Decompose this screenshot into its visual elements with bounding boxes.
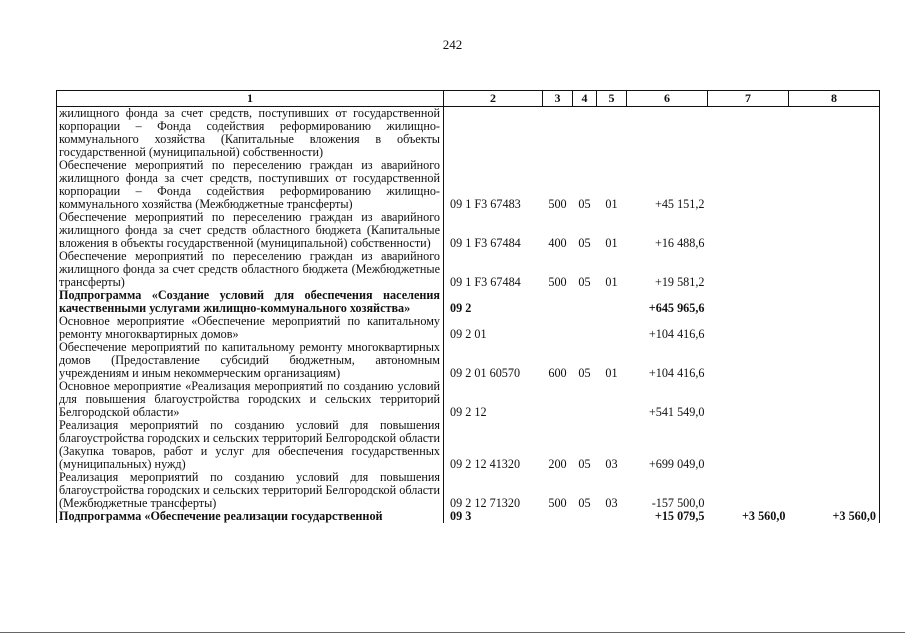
row-code: 09 2 12 71320 xyxy=(450,496,521,510)
row-col-4: 05 xyxy=(578,236,591,250)
table-row xyxy=(57,315,880,341)
row-col-5: 03 xyxy=(605,496,618,510)
row-amount-8 xyxy=(789,471,880,510)
page-bottom-rule xyxy=(0,632,905,633)
header-col-4: 4 xyxy=(573,91,597,107)
row-amount-6: +104 416,6 xyxy=(648,366,705,380)
row-amount-6: +15 079,5 xyxy=(654,509,705,523)
row-description: Основное мероприятие «Обеспечение мероприятий по капитальному ремонту многоквартирных домов» xyxy=(57,315,444,341)
row-amount-7 xyxy=(708,159,789,211)
row-col-4: 05 xyxy=(578,457,591,471)
table-row xyxy=(57,211,880,250)
row-amount-7 xyxy=(708,419,789,471)
row-description: Реализация мероприятий по созданию условий для повышения благоустройства городских и сельских территорий Белгородской области (Межбюджетные трансферты) xyxy=(57,471,444,510)
table-row xyxy=(57,471,880,510)
table-header-row xyxy=(57,91,880,107)
row-col-4 xyxy=(573,289,597,315)
header-col-3: 3 xyxy=(543,91,573,107)
row-col-4: 05 xyxy=(578,496,591,510)
row-col-3 xyxy=(543,107,573,160)
header-col-2: 2 xyxy=(444,91,543,107)
row-amount-7 xyxy=(708,289,789,315)
row-amount-8 xyxy=(789,341,880,380)
row-description: Подпрограмма «Создание условий для обеспечения населения качественными услугами жилищно-коммунального хозяйства» xyxy=(57,289,444,315)
row-amount-6: +104 416,6 xyxy=(648,327,705,341)
table-row xyxy=(57,289,880,315)
row-col-4 xyxy=(573,510,597,523)
row-amount-6 xyxy=(627,107,708,160)
row-col-5 xyxy=(597,380,627,419)
row-amount-6: +19 581,2 xyxy=(654,275,705,289)
header-col-8: 8 xyxy=(789,91,880,107)
page-number: 242 xyxy=(442,37,463,52)
row-col-4 xyxy=(573,315,597,341)
row-amount-8 xyxy=(789,159,880,211)
row-amount-8 xyxy=(789,315,880,341)
row-col-5: 03 xyxy=(605,457,618,471)
row-amount-6: +645 965,6 xyxy=(648,301,705,315)
row-col-5 xyxy=(597,107,627,160)
row-col-5 xyxy=(597,315,627,341)
row-amount-7 xyxy=(708,107,789,160)
row-amount-8: +3 560,0 xyxy=(789,510,880,523)
row-amount-6: +45 151,2 xyxy=(654,197,705,211)
row-col-4: 05 xyxy=(578,366,591,380)
table-row xyxy=(57,159,880,211)
row-description: Основное мероприятие «Реализация мероприятий по созданию условий для повышения благоустройства городских и сельских территорий Белгородской области» xyxy=(57,380,444,419)
row-col-5: 01 xyxy=(605,366,618,380)
header-col-7: 7 xyxy=(708,91,789,107)
row-description: Обеспечение мероприятий по переселению граждан из аварийного жилищного фонда за счет средств, поступивших от государственной корпорации – Фонда содействия реформированию жилищно-коммунального хозяйства (Межбюджетные трансферты) xyxy=(57,159,444,211)
row-col-5 xyxy=(597,289,627,315)
row-col-5: 01 xyxy=(605,236,618,250)
row-description: Обеспечение мероприятий по переселению граждан из аварийного жилищного фонда за счет средств областного бюджета (Капитальные вложения в объекты государственной (муниципальной) собственности) xyxy=(57,211,444,250)
table-row xyxy=(57,107,880,160)
row-col-5 xyxy=(597,510,627,523)
row-description: Реализация мероприятий по созданию условий для повышения благоустройства городских и сельских территорий Белгородской области (Закупка товаров, работ и услуг для обеспечения государственных (муниципальных) нужд) xyxy=(57,419,444,471)
header-col-1: 1 xyxy=(57,91,444,107)
row-col-3: 500 xyxy=(548,275,567,289)
row-col-5: 01 xyxy=(605,275,618,289)
row-amount-7 xyxy=(708,315,789,341)
row-col-3: 500 xyxy=(548,197,567,211)
row-description: жилищного фонда за счет средств, поступивших от государственной корпорации – Фонда содействия реформированию жилищно-коммунального хозяйства (Капитальные вложения в объекты государственной (муниципальной) собственности) xyxy=(57,107,444,160)
table-row xyxy=(57,250,880,289)
row-amount-8 xyxy=(789,107,880,160)
row-col-4: 05 xyxy=(578,275,591,289)
row-amount-8 xyxy=(789,419,880,471)
table-row xyxy=(57,341,880,380)
row-code: 09 2 12 xyxy=(450,405,487,419)
row-amount-8 xyxy=(789,250,880,289)
row-col-5: 01 xyxy=(605,197,618,211)
row-code: 09 2 12 41320 xyxy=(450,457,521,471)
row-col-3 xyxy=(543,315,573,341)
row-amount-6: +699 049,0 xyxy=(648,457,705,471)
row-amount-6: +16 488,6 xyxy=(654,236,705,250)
row-amount-6: +541 549,0 xyxy=(648,405,705,419)
row-col-3 xyxy=(543,510,573,523)
row-col-4 xyxy=(573,380,597,419)
row-col-4: 05 xyxy=(578,197,591,211)
row-col-4 xyxy=(573,107,597,160)
budget-table xyxy=(56,90,879,523)
row-amount-7 xyxy=(708,341,789,380)
row-amount-7: +3 560,0 xyxy=(741,509,786,523)
row-description: Обеспечение мероприятий по переселению граждан из аварийного жилищного фонда за счет средств областного бюджета (Межбюджетные трансферты) xyxy=(57,250,444,289)
row-code: 09 2 01 60570 xyxy=(450,366,521,380)
row-code: 09 3 xyxy=(450,509,472,523)
table-row xyxy=(57,380,880,419)
table-row xyxy=(57,510,880,523)
row-code: 09 2 01 xyxy=(450,327,487,341)
row-col-3: 600 xyxy=(548,366,567,380)
row-amount-6: -157 500,0 xyxy=(651,496,705,510)
row-col-3: 500 xyxy=(548,496,567,510)
row-amount-7 xyxy=(708,211,789,250)
row-amount-7 xyxy=(708,380,789,419)
header-col-5: 5 xyxy=(597,91,627,107)
row-code xyxy=(444,107,543,160)
row-col-3: 400 xyxy=(548,236,567,250)
row-amount-8 xyxy=(789,380,880,419)
row-amount-7 xyxy=(708,250,789,289)
row-col-3 xyxy=(543,380,573,419)
row-code: 09 1 F3 67484 xyxy=(450,275,521,289)
header-col-6: 6 xyxy=(627,91,708,107)
row-amount-8 xyxy=(789,289,880,315)
row-amount-8 xyxy=(789,211,880,250)
row-description: Обеспечение мероприятий по капитальному ремонту многоквартирных домов (Предоставление субсидий бюджетным, автономным учреждениям и иным некоммерческим организациям) xyxy=(57,341,444,380)
table-row xyxy=(57,419,880,471)
row-code: 09 2 xyxy=(450,301,472,315)
row-col-3 xyxy=(543,289,573,315)
row-col-3: 200 xyxy=(548,457,567,471)
row-description: Подпрограмма «Обеспечение реализации государственной xyxy=(57,510,444,523)
row-code: 09 1 F3 67484 xyxy=(450,236,521,250)
row-amount-7 xyxy=(708,471,789,510)
row-code: 09 1 F3 67483 xyxy=(450,197,521,211)
